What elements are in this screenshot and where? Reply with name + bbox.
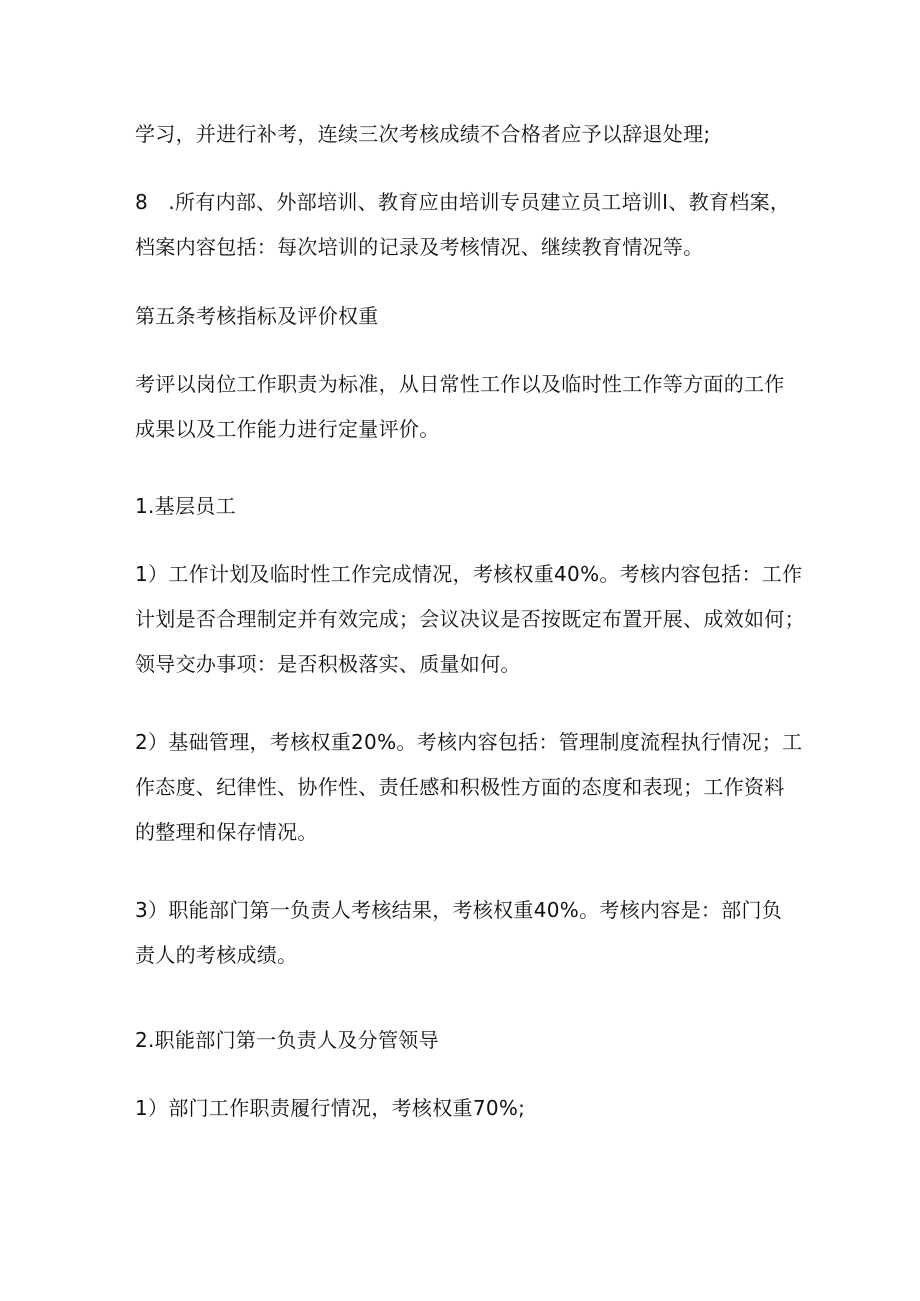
text-line: 1）工作计划及临时性工作完成情况，考核权重40%。考核内容包括：工作 [135, 562, 803, 586]
list-item-department-head-result [135, 888, 795, 978]
text-line: 作态度、纪律性、协作性、责任感和积极性方面的态度和表现；工作资料 [135, 775, 785, 799]
subheading-department-heads [135, 1018, 795, 1063]
paragraph-training-archive [135, 180, 795, 270]
text-line: 1）部门工作职责履行情况，考核权重70%; [135, 1096, 526, 1120]
text-line: 1.基层员工 [135, 494, 236, 518]
paragraph-evaluation-standard [135, 362, 795, 452]
text-line: 成果以及工作能力进行定量评价。 [135, 417, 440, 441]
list-item-department-duties [135, 1086, 795, 1131]
text-line: 的整理和保存情况。 [135, 820, 318, 844]
subheading-basic-staff [135, 484, 795, 529]
text-line: 计划是否合理制定并有效完成；会议决议是否按既定布置开展、成效如何； [135, 607, 805, 631]
list-item-basic-management [135, 720, 803, 855]
section-heading-article-5 [135, 294, 795, 339]
text-line: 学习，并进行补考，连续三次考核成绩不合格者应予以辞退处理; [135, 122, 711, 146]
list-item-work-plan [135, 552, 805, 687]
paragraph-makeup-exam [135, 112, 795, 157]
text-line: 档案内容包括：每次培训的记录及考核情况、继续教育情况等。 [135, 235, 704, 259]
text-line: 8 .所有内部、外部培训、教育应由培训专员建立员工培训I、教育档案， [135, 190, 791, 214]
text-line: 2）基础管理，考核权重20%。考核内容包括：管理制度流程执行情况；工 [135, 730, 803, 754]
text-line: 领导交办事项：是否积极落实、质量如何。 [135, 652, 521, 676]
text-line: 2.职能部门第一负责人及分管领导 [135, 1028, 439, 1052]
text-line: 3）职能部门第一负责人考核结果，考核权重40%。考核内容是：部门负 [135, 898, 783, 922]
text-line: 第五条考核指标及评价权重 [135, 304, 379, 328]
text-line: 考评以岗位工作职责为标准，从日常性工作以及临时性工作等方面的工作 [135, 372, 785, 396]
text-line: 责人的考核成绩。 [135, 943, 298, 967]
